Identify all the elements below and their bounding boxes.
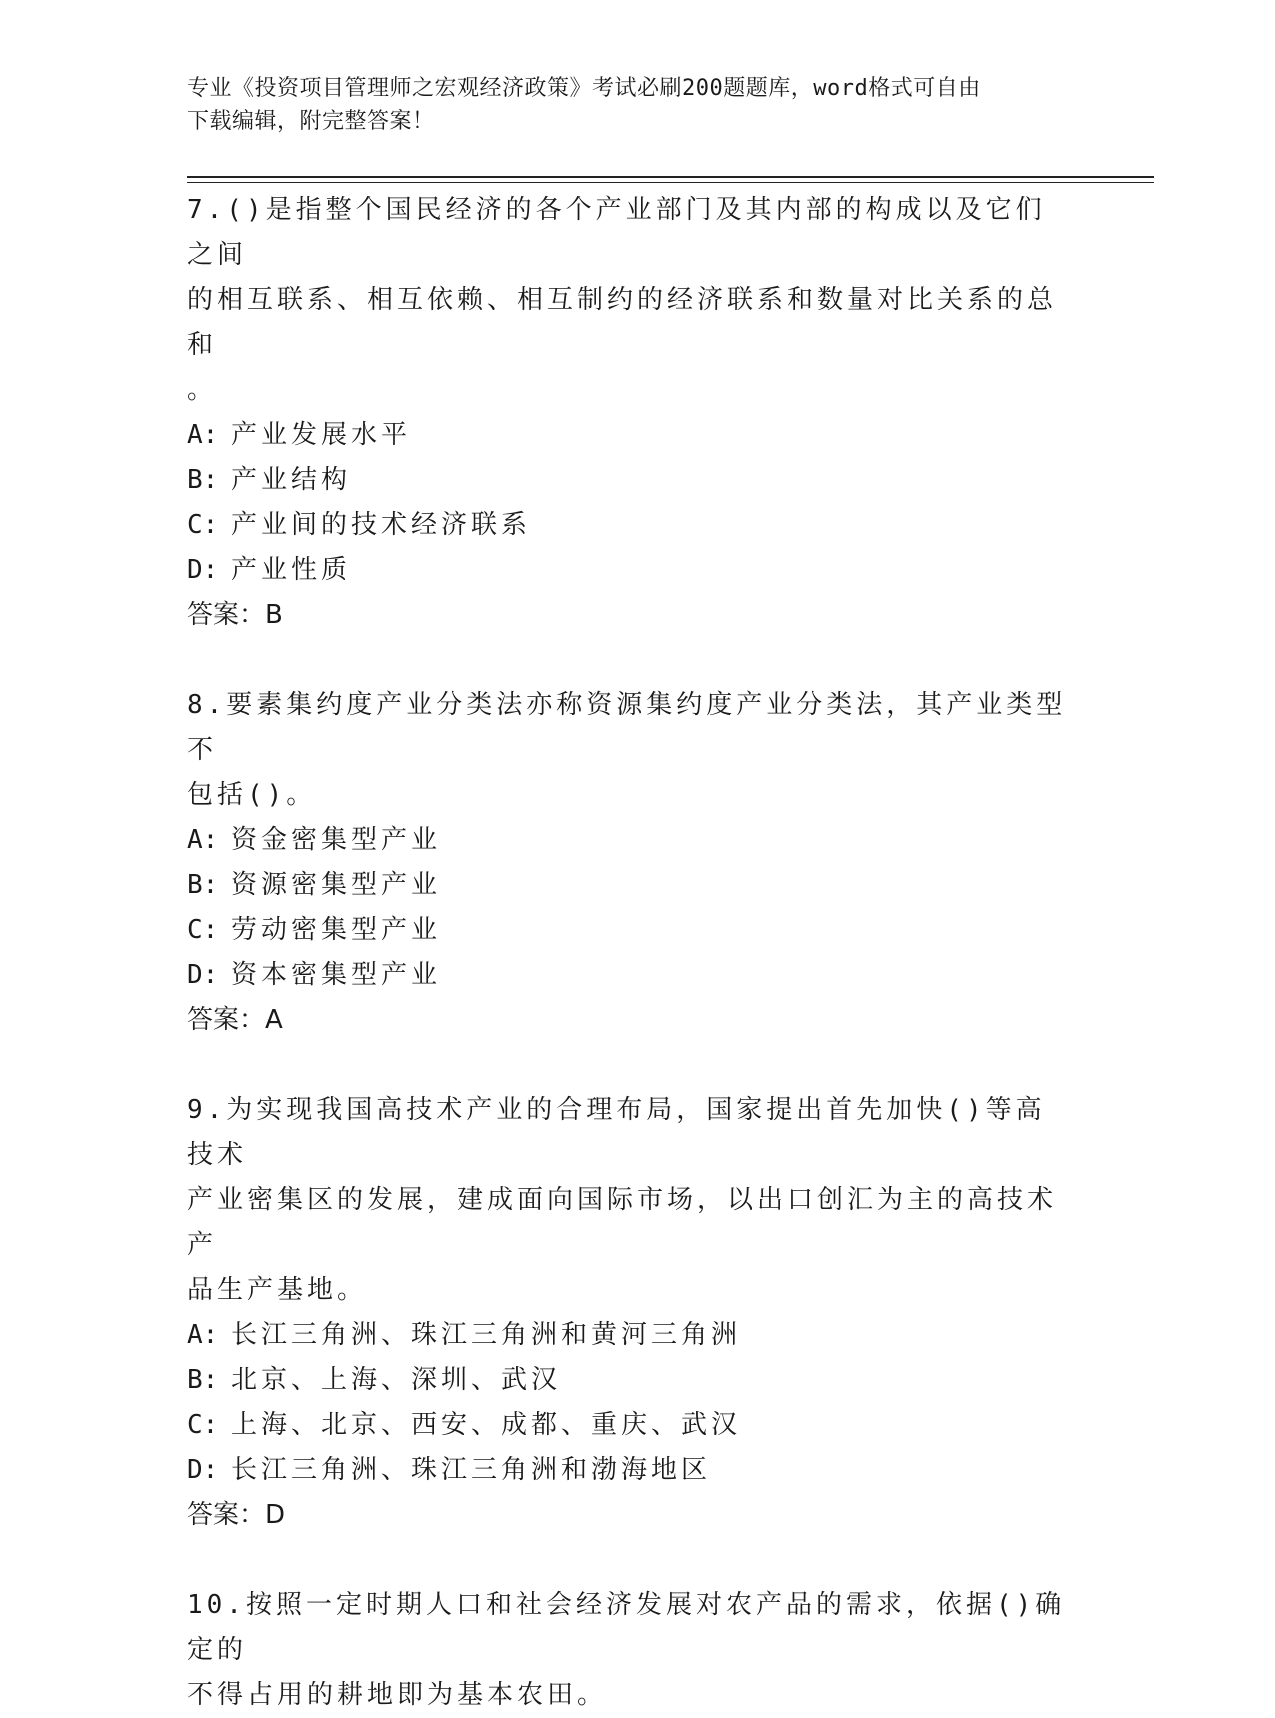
option-letter: A:	[187, 420, 219, 450]
question-8	[187, 683, 1067, 1043]
question-text-line: 10.按照一定时期人口和社会经济发展对农产品的需求，依据()确定的	[187, 1590, 1066, 1665]
option-letter: C:	[187, 915, 219, 945]
question-text-line: 8.要素集约度产业分类法亦称资源集约度产业分类法，其产业类型不	[187, 690, 1067, 765]
option-letter: D:	[187, 1455, 219, 1485]
question-text-line: 。	[187, 375, 218, 405]
option-letter: B:	[187, 870, 219, 900]
question-text-line: 包括()。	[187, 780, 317, 810]
question-list	[187, 188, 1067, 1718]
option-d	[187, 548, 1067, 593]
question-text-line: 不得占用的耕地即为基本农田。	[187, 1680, 608, 1710]
option-b	[187, 1358, 1067, 1403]
option-c	[187, 503, 1067, 548]
question-text-line: 的相互联系、相互依赖、相互制约的经济联系和数量对比关系的总和	[187, 285, 1058, 360]
option-text: 产业性质	[231, 555, 352, 585]
option-d	[187, 1448, 1067, 1493]
answer-line: 答案：B	[187, 600, 283, 630]
option-b	[187, 458, 1067, 503]
question-text-line: 品生产基地。	[187, 1275, 368, 1305]
spacer	[187, 1538, 1067, 1583]
option-text: 产业间的技术经济联系	[231, 510, 532, 540]
option-text: 资源密集型产业	[231, 870, 442, 900]
option-letter: A:	[187, 1320, 219, 1350]
option-c	[187, 1403, 1067, 1448]
header-line-2: 下载编辑，附完整答案！	[187, 109, 435, 134]
option-letter: A:	[187, 825, 219, 855]
question-text-line: 产业密集区的发展，建成面向国际市场，以出口创汇为主的高技术产	[187, 1185, 1058, 1260]
option-text: 长江三角洲、珠江三角洲和黄河三角洲	[231, 1320, 742, 1350]
option-text: 产业结构	[231, 465, 352, 495]
spacer	[187, 1043, 1067, 1088]
option-letter: D:	[187, 960, 219, 990]
option-letter: C:	[187, 510, 219, 540]
option-text: 资金密集型产业	[231, 825, 442, 855]
question-7	[187, 188, 1067, 638]
option-a	[187, 413, 1067, 458]
option-text: 资本密集型产业	[231, 960, 442, 990]
option-text: 劳动密集型产业	[231, 915, 442, 945]
option-c	[187, 908, 1067, 953]
header-line-1: 专业《投资项目管理师之宏观经济政策》考试必刷200题题库，word格式可自由	[187, 76, 981, 101]
option-letter: D:	[187, 555, 219, 585]
option-text: 长江三角洲、珠江三角洲和渤海地区	[231, 1455, 712, 1485]
option-text: 产业发展水平	[231, 420, 412, 450]
option-b	[187, 863, 1067, 908]
header-rule-thick	[187, 176, 1154, 178]
option-letter: C:	[187, 1410, 219, 1440]
option-a	[187, 1313, 1067, 1358]
answer-line: 答案：D	[187, 1500, 286, 1530]
answer-line: 答案：A	[187, 1005, 283, 1035]
question-text-line: 9.为实现我国高技术产业的合理布局，国家提出首先加快()等高技术	[187, 1095, 1046, 1170]
question-text-line: 7.()是指整个国民经济的各个产业部门及其内部的构成以及它们之间	[187, 195, 1046, 270]
document-header	[187, 72, 1067, 138]
option-text: 北京、上海、深圳、武汉	[231, 1365, 562, 1395]
option-letter: B:	[187, 465, 219, 495]
option-a	[187, 818, 1067, 863]
question-10	[187, 1583, 1067, 1718]
option-letter: B:	[187, 1365, 219, 1395]
option-d	[187, 953, 1067, 998]
spacer	[187, 638, 1067, 683]
option-text: 上海、北京、西安、成都、重庆、武汉	[231, 1410, 742, 1440]
header-rule-thin	[187, 182, 1154, 183]
question-9	[187, 1088, 1067, 1538]
